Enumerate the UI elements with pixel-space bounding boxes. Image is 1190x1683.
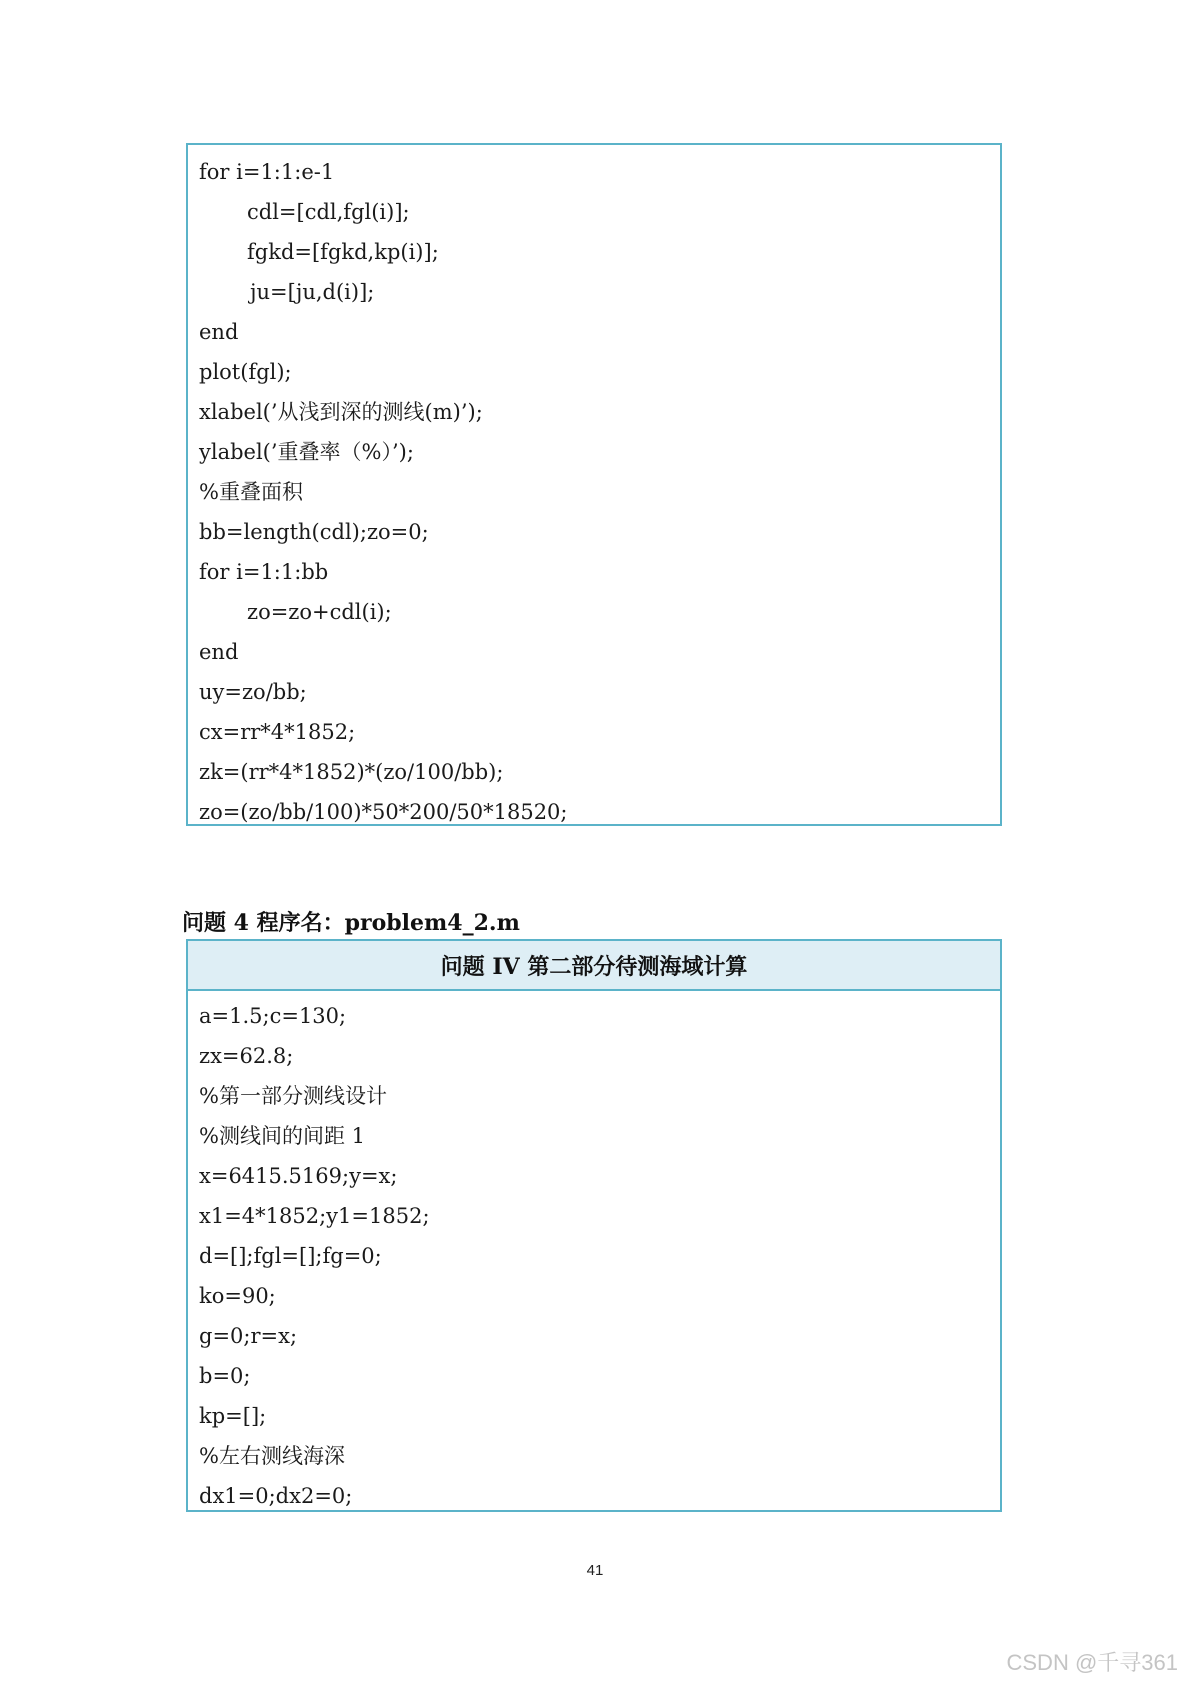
code-line: %第一部分测线设计 [199,1084,387,1108]
code-line: uy=zo/bb; [199,680,307,704]
code-line: end [199,320,239,344]
code-line: for i=1:1:e-1 [199,160,335,184]
code-line: dx1=0;dx2=0; [199,1484,353,1508]
code-line: ko=90; [199,1284,276,1308]
code-line: ju=[ju,d(i)]; [250,280,375,304]
page-number: 41 [586,1562,604,1579]
code-line: a=1.5;c=130; [199,1004,347,1028]
code-line: d=[];fgl=[];fg=0; [199,1244,382,1268]
code-line: b=0; [199,1364,251,1388]
code-lines-2 [188,991,1000,1516]
code-line: end [199,640,239,664]
code-line: zo=(zo/bb/100)*50*200/50*18520; [199,800,568,824]
code-line: ylabel(’重叠率（%）’); [199,440,414,464]
code-line: xlabel(’从浅到深的测线(m)’); [199,400,483,424]
code-line: cx=rr*4*1852; [199,720,356,744]
code-line: for i=1:1:bb [199,560,329,584]
code-line: zk=(rr*4*1852)*(zo/100/bb); [199,760,504,784]
code-block-header: 问题 IV 第二部分待测海域计算 [188,941,1000,991]
code-lines-1 [188,152,1000,832]
watermark: CSDN @千寻361 [1006,1650,1178,1675]
code-line: zo=zo+cdl(i); [247,600,392,624]
code-line: g=0;r=x; [199,1324,298,1348]
code-line: kp=[]; [199,1404,267,1428]
code-line: %测线间的间距 1 [199,1124,365,1148]
code-line: bb=length(cdl);zo=0; [199,520,429,544]
code-block-1 [186,143,1002,826]
code-line: %重叠面积 [199,480,303,504]
code-block-2 [186,939,1002,1512]
code-line: x1=4*1852;y1=1852; [199,1204,430,1228]
code-line: cdl=[cdl,fgl(i)]; [247,200,410,224]
code-line: %左右测线海深 [199,1444,345,1468]
code-line: zx=62.8; [199,1044,294,1068]
code-line: x=6415.5169;y=x; [199,1164,398,1188]
section-title: 问题 4 程序名：problem4_2.m [182,910,520,936]
code-line: plot(fgl); [199,360,292,384]
code-line: fgkd=[fgkd,kp(i)]; [247,240,439,264]
